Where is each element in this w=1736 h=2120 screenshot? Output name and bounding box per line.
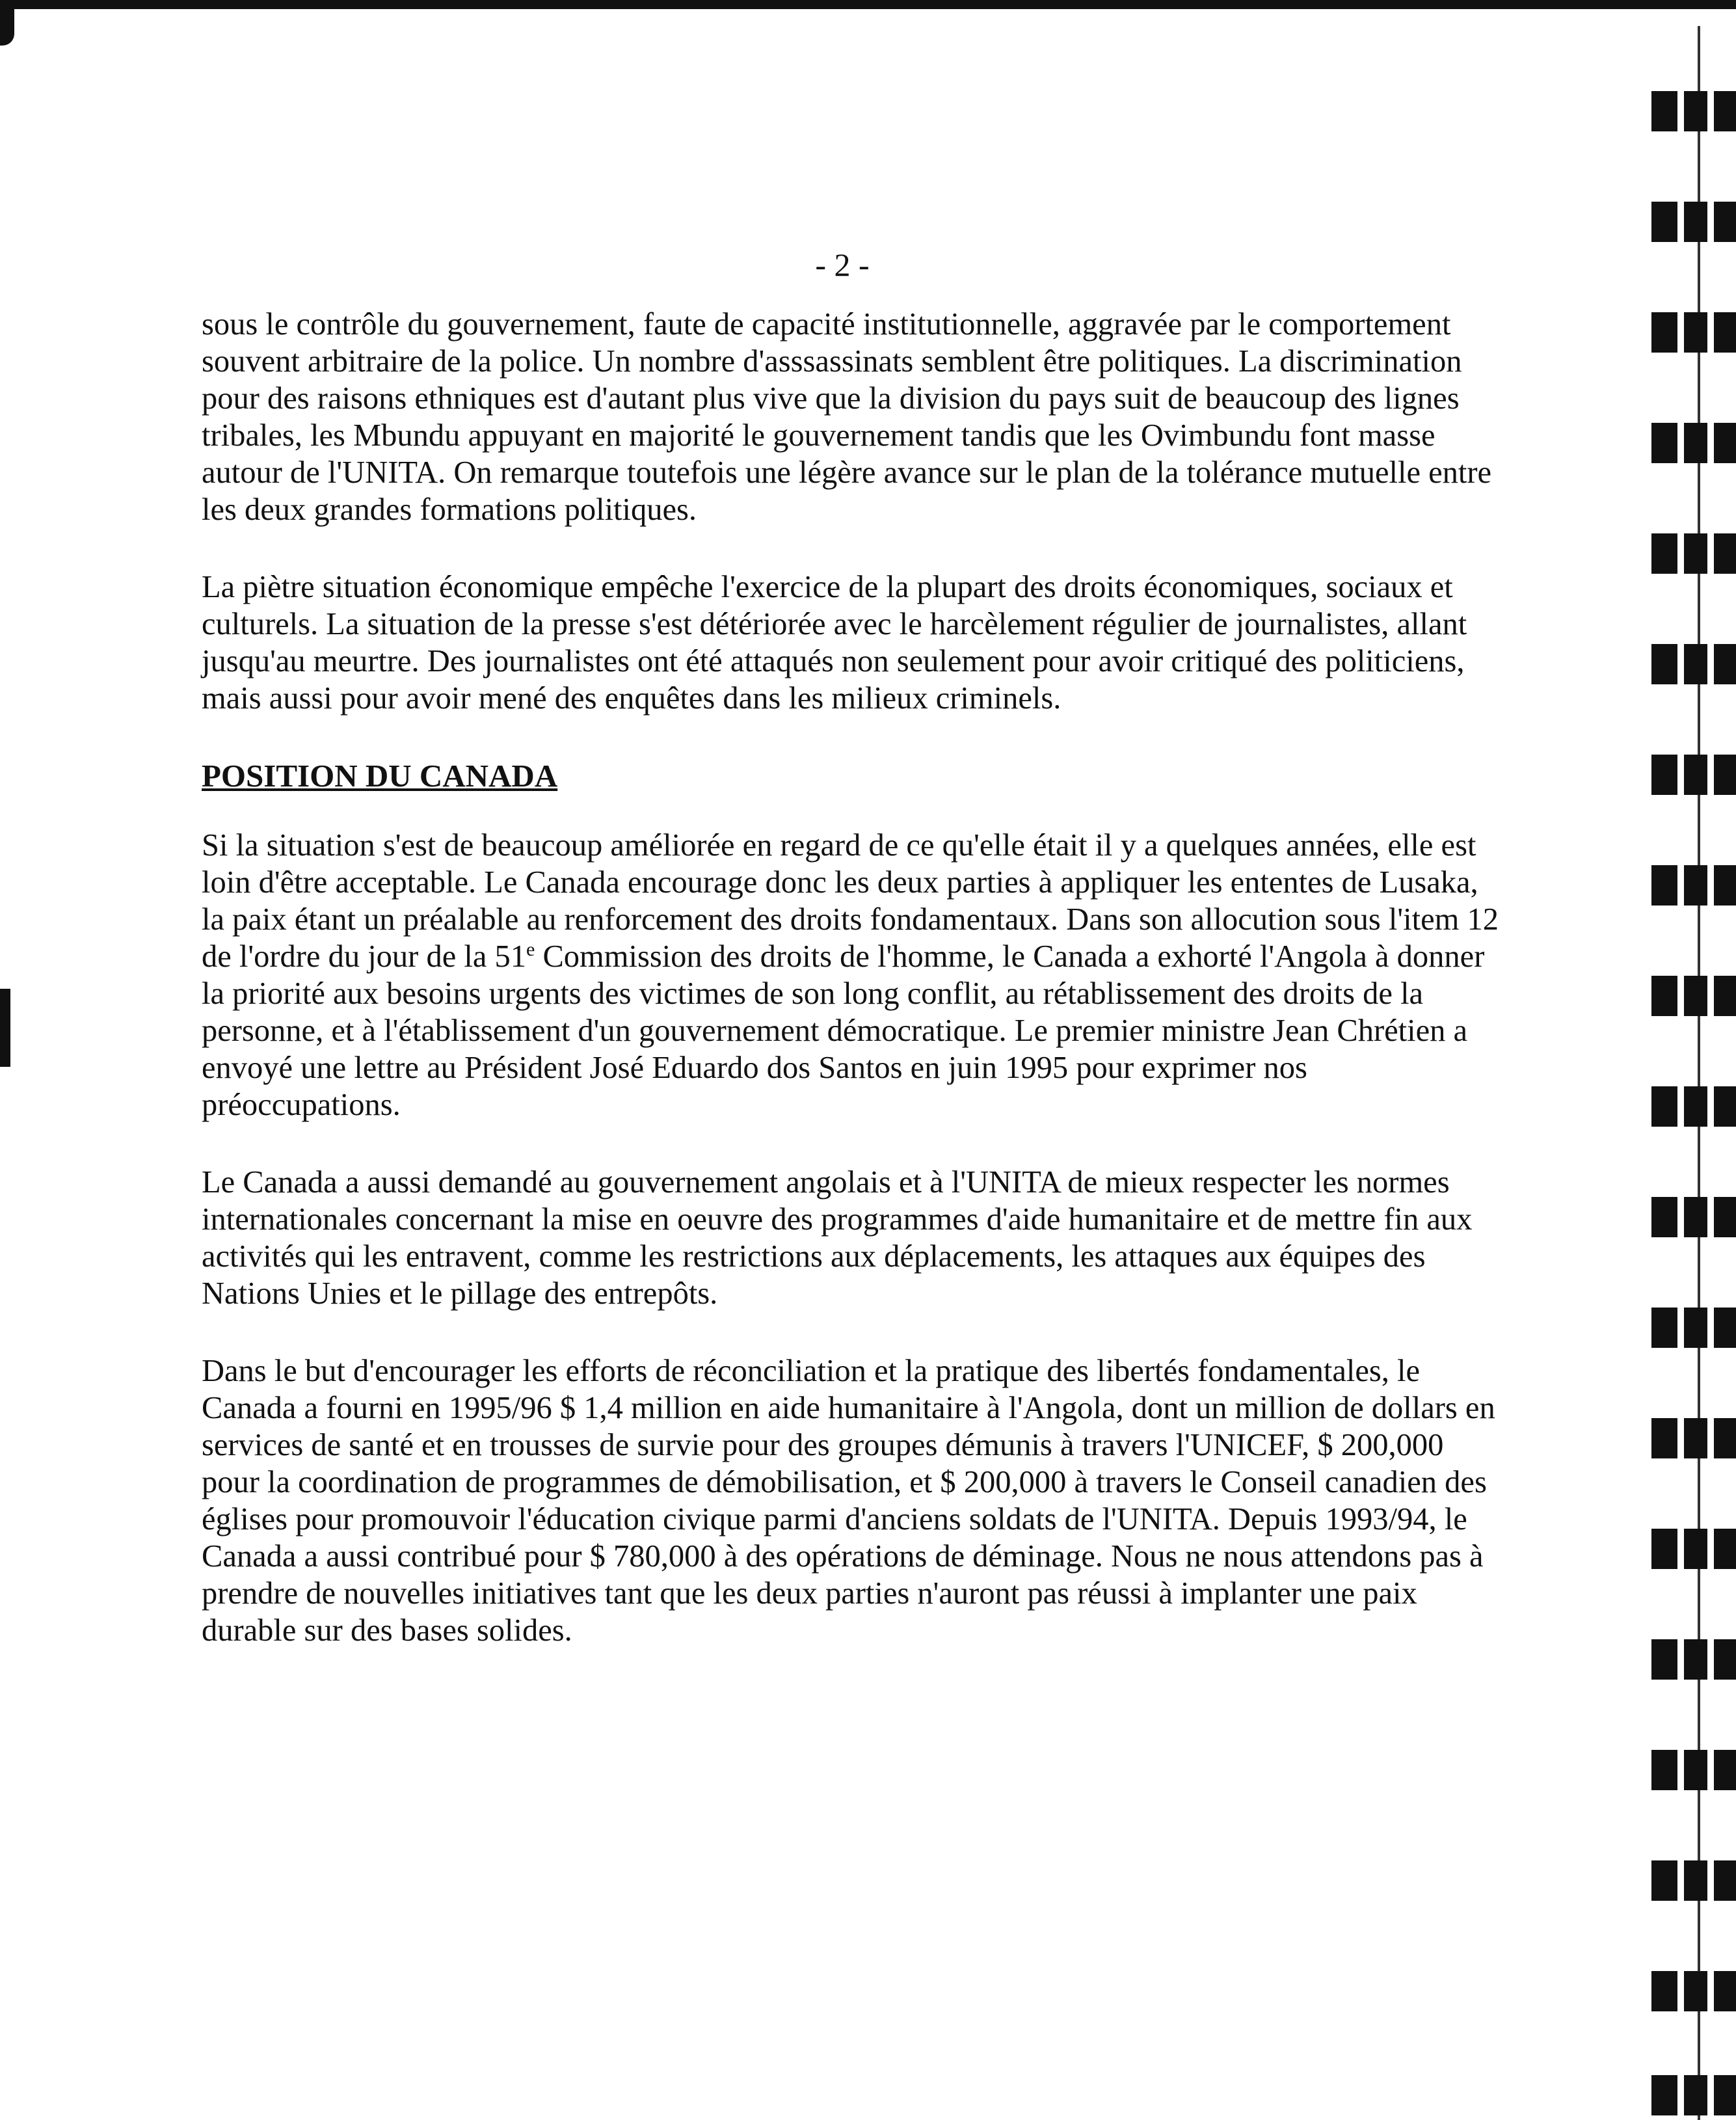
- binding-ring: [1651, 533, 1736, 574]
- scan-corner-mark: [0, 0, 14, 46]
- binding-ring: [1651, 1529, 1736, 1569]
- paragraph-canada-position-part1: Si la situation s'est de beaucoup améliorée en regard de ce qu'elle était il y a quelques années, elle est loin d'être acceptable. Le Canada encourage donc les deux parties à appliquer les ententes de Lusaka, la paix étant un préalable au renforcement des droits fondamentaux. Dans son allocution sous l'item 12 de l'ordre du jour de la 51: [202, 828, 1499, 974]
- binding-ring: [1651, 1308, 1736, 1348]
- binding-ring: [1651, 1750, 1736, 1790]
- ordinal-superscript: e: [526, 938, 535, 960]
- paragraph-canada-position: [202, 827, 1502, 1123]
- paragraph-canada-aid: Dans le but d'encourager les efforts de réconciliation et la pratique des libertés fondamentales, le Canada a fourni en 1995/96 $ 1,4 million en aide humanitaire à l'Angola, dont un million de dollars en services de santé et en trousses de survie pour des groupes démunis à travers l'UNICEF, $ 200,000 pour la coordination de programmes de démobilisation, et $ 200,000 à travers le Conseil canadien des églises pour promouvoir l'éducation civique parmi d'anciens soldats de l'UNITA. Depuis 1993/94, le Canada a aussi contribué pour $ 780,000 à des opérations de déminage. Nous ne nous attendons pas à prendre de nouvelles initiatives tant que les deux parties n'auront pas réussi à implanter une paix durable sur des bases solides.: [202, 1354, 1495, 1648]
- binding-ring: [1651, 312, 1736, 353]
- binding-ring: [1651, 1197, 1736, 1237]
- binding-ring: [1651, 1639, 1736, 1680]
- binding-ring: [1651, 644, 1736, 684]
- binding-ring: [1651, 423, 1736, 463]
- binding-ring: [1651, 865, 1736, 906]
- binding-ring: [1651, 1418, 1736, 1458]
- document-body: [202, 306, 1502, 1689]
- page-number: - 2 -: [815, 247, 870, 283]
- binding-ring: [1651, 755, 1736, 795]
- spiral-binding: [1638, 26, 1736, 2120]
- paragraph-humanitarian-norms: Le Canada a aussi demandé au gouvernement angolais et à l'UNITA de mieux respecter les normes internationales concernant la mise en oeuvre des programmes d'aide humanitaire et de mettre fin aux activités qui les entravent, comme les restrictions aux déplacements, les attaques aux équipes des Nations Unies et le pillage des entrepôts.: [202, 1165, 1473, 1311]
- scan-top-edge: [0, 0, 1736, 9]
- paragraph-economic-press: La piètre situation économique empêche l'exercice de la plupart des droits économiques, sociaux et culturels. La situation de la presse s'est détériorée avec le harcèlement régulier de journalistes, allant jusqu'au meurtre. Des journalistes ont été attaqués non seulement pour avoir critiqué des politiciens, mais aussi pour avoir mené des enquêtes dans les milieux criminels.: [202, 570, 1467, 716]
- binding-ring: [1651, 1971, 1736, 2011]
- paragraph-canada-position-part2: Commission des droits de l'homme, le Canada a exhorté l'Angola à donner la priorité aux besoins urgents des victimes de son long conflit, au rétablissement des droits de la personne, et à l'établissement d'un gouvernement démocratique. Le premier ministre Jean Chrétien a envoyé une lettre au Président José Eduardo dos Santos en juin 1995 pour exprimer nos préoccupations.: [202, 939, 1485, 1122]
- paragraph-human-rights-situation: sous le contrôle du gouvernement, faute de capacité institutionnelle, aggravée par le comportement souvent arbitraire de la police. Un nombre d'asssassinats semblent être politiques. La discrimination pour des raisons ethniques est d'autant plus vive que la division du pays suit de beaucoup des lignes tribales, les Mbundu appuyant en majorité le gouvernement tandis que les Ovimbundu font masse autour de l'UNITA. On remarque toutefois une légère avance sur le plan de la tolérance mutuelle entre les deux grandes formations politiques.: [202, 307, 1492, 527]
- binding-ring: [1651, 202, 1736, 242]
- binding-ring: [1651, 1860, 1736, 1901]
- scan-left-mark: [0, 989, 10, 1067]
- section-heading: POSITION DU CANADA: [202, 758, 558, 794]
- binding-ring: [1651, 2075, 1736, 2115]
- binding-ring: [1651, 976, 1736, 1016]
- binding-ring: [1651, 1086, 1736, 1127]
- binding-ring: [1651, 91, 1736, 131]
